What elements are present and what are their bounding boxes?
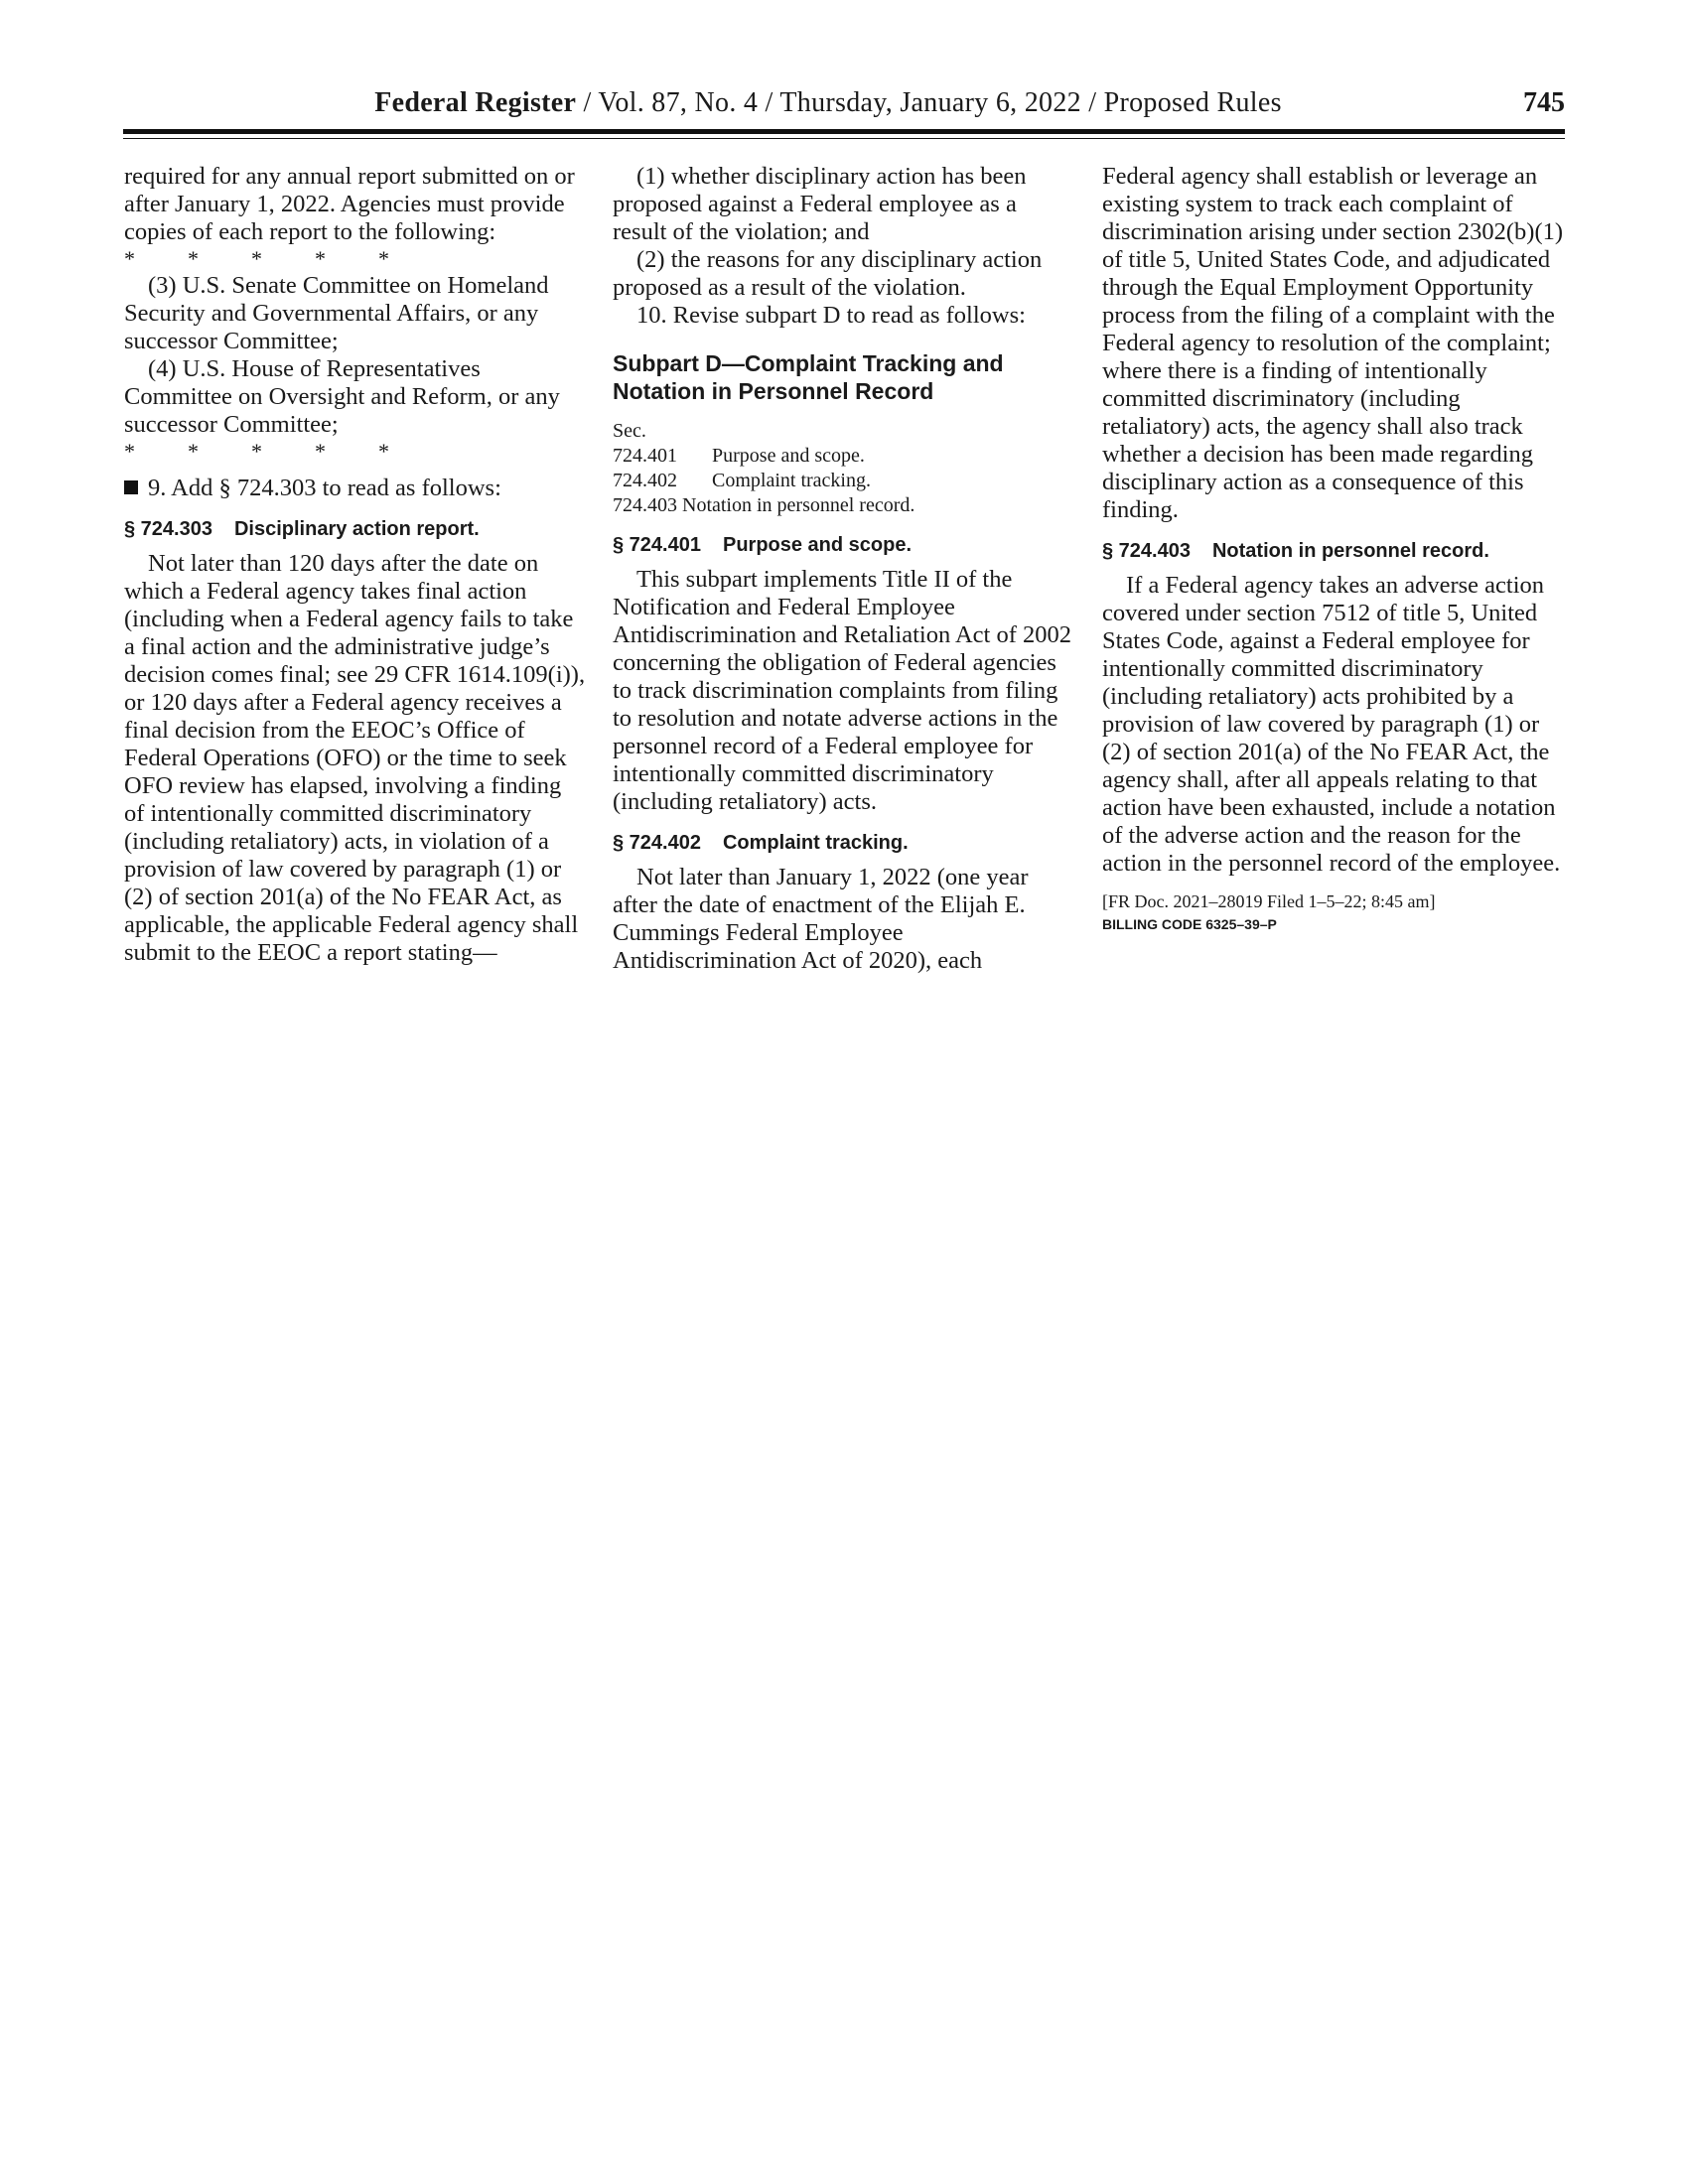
toc-item: 724.403 Notation in personnel record. <box>613 494 915 516</box>
issue-info: / Vol. 87, No. 4 / Thursday, January 6, 2022 / Proposed Rules <box>583 87 1282 118</box>
omission-stars: * * * * * <box>124 439 389 464</box>
paragraph: Not later than January 1, 2022 (one year after the date of enactment of the Elijah E. Cummings Federal Employee Antidiscrimination Act of 2020), each <box>613 864 1029 974</box>
amendment-instruction: 9. Add § 724.303 to read as follows: <box>124 475 587 502</box>
page-header <box>123 87 1565 121</box>
paragraph: If a Federal agency takes an adverse action covered under section 7512 of title 5, United States Code, against a Federal employee for intentionally committed discriminatory (including retaliatory) acts prohibited by a provision of law covered by paragraph (1) or (2) of section 201(a) of the No FEAR Act, the agency shall, after all appeals relating to that action have been exhausted, include a notation of the adverse action and the reason for the action in the personnel record of the employee. <box>1102 572 1561 877</box>
column-2 <box>613 163 1075 975</box>
paragraph: (2) the reasons for any disciplinary action proposed as a result of the violation. <box>613 246 1043 301</box>
billing-code: BILLING CODE 6325–39–P <box>1102 916 1277 932</box>
toc-head: Sec. <box>613 420 646 442</box>
section-heading: § 724.303 Disciplinary action report. <box>124 518 480 540</box>
fr-doc-line: [FR Doc. 2021–28019 Filed 1–5–22; 8:45 am] <box>1102 891 1436 911</box>
section-heading: § 724.402 Complaint tracking. <box>613 832 909 854</box>
header-rule-thin <box>123 138 1565 139</box>
toc-item: 724.402 Complaint tracking. <box>613 470 871 491</box>
paragraph: This subpart implements Title II of the Notification and Federal Employee Antidiscrimination and Retaliation Act of 2002 concerning the obligation of Federal agencies to track discrimination complaints from filing to resolution and notate adverse actions in the personnel record of a Federal employee for intentionally committed discriminatory (including retaliatory) acts. <box>613 566 1072 815</box>
paragraph: (1) whether disciplinary action has been proposed against a Federal employee as a result of the violation; and <box>613 163 1027 245</box>
page-number: 745 <box>1523 87 1565 118</box>
paragraph: (4) U.S. House of Representatives Committee on Oversight and Reform, or any successor Committee; <box>124 355 560 438</box>
section-heading: § 724.403 Notation in personnel record. <box>1102 540 1489 562</box>
header-rule-thick <box>123 129 1565 134</box>
publication-name: Federal Register <box>374 87 577 118</box>
column-1 <box>124 163 587 967</box>
toc-item: 724.401 Purpose and scope. <box>613 445 865 467</box>
paragraph: (3) U.S. Senate Committee on Homeland Security and Governmental Affairs, or any successor Committee; <box>124 272 549 354</box>
paragraph: Federal agency shall establish or leverage an existing system to track each complaint of discrimination arising under section 2302(b)(1) of title 5, United States Code, and adjudicated through the Equal Employment Opportunity process from the filing of a complaint with the Federal agency to resolution of the complaint; where there is a finding of intentionally committed discriminatory (including retaliatory) acts, the agency shall also track whether a decision has been made regarding disciplinary action as a consequence of this finding. <box>1102 163 1564 523</box>
paragraph: required for any annual report submitted on or after January 1, 2022. Agencies must provide copies of each report to the following: <box>124 163 575 245</box>
section-heading: § 724.401 Purpose and scope. <box>613 534 913 556</box>
subpart-heading: Subpart D—Complaint Tracking and Notation in Personnel Record <box>613 350 1004 404</box>
column-3 <box>1102 163 1565 935</box>
amendment-instruction: 10. Revise subpart D to read as follows: <box>636 302 1026 329</box>
bullet-square-icon <box>124 480 138 494</box>
section-table-of-contents <box>613 419 1075 518</box>
running-head <box>123 87 1533 119</box>
paragraph: Not later than 120 days after the date on which a Federal agency takes final action (including when a Federal agency fails to take a final action and the administrative judge’s decision comes final; see 29 CFR 1614.109(i)), or 120 days after a Federal agency receives a final decision from the EEOC’s Office of Federal Operations (OFO) or the time to seek OFO review has elapsed, involving a finding of intentionally committed discriminatory (including retaliatory) acts, in violation of a provision of law covered by paragraph (1) or (2) of section 201(a) of the No FEAR Act, as applicable, the applicable Federal agency shall submit to the EEOC a report stating— <box>124 550 586 966</box>
omission-stars: * * * * * <box>124 246 389 271</box>
